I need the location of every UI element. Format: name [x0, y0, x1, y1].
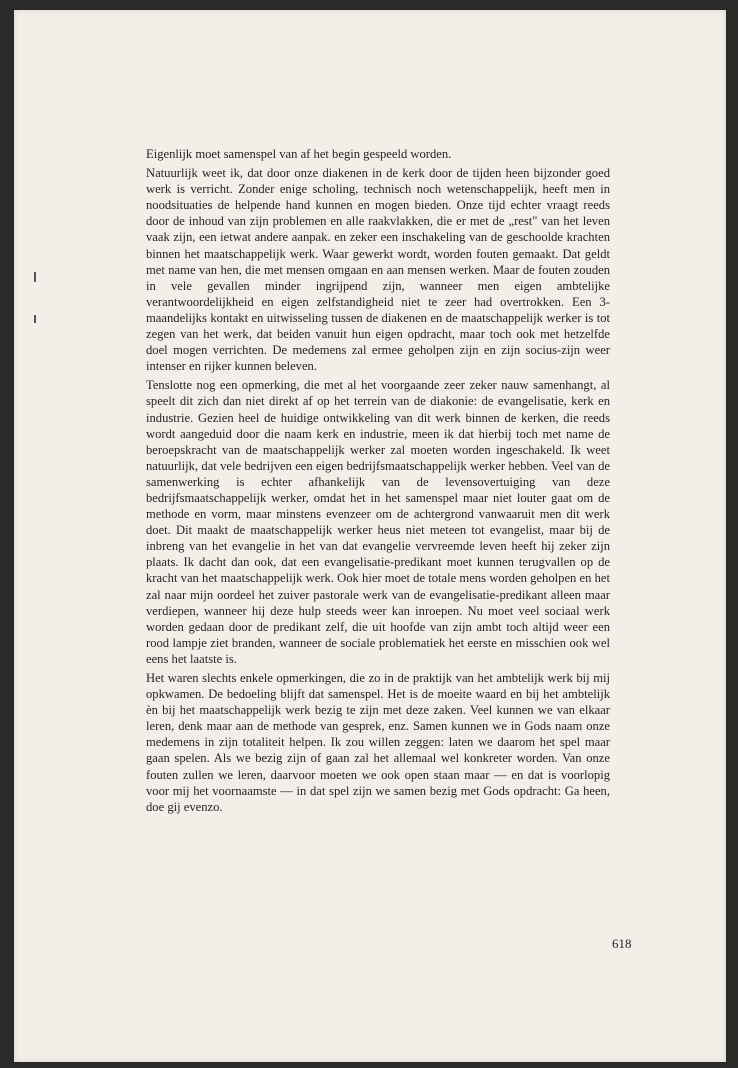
paragraph-1: Eigenlijk moet samenspel van af het begin gespeeld worden.	[146, 147, 452, 161]
paragraph-2: Natuurlijk weet ik, dat door onze diakenen in de kerk door de tijden heen bijzonder goed werk is verricht. Zonder enige scholing, technisch noch wetenschappelijk, heeft men in noodsituaties de helpende hand kunnen en mogen bieden. Onze tijd echter vraagt reeds door de inhoud van zijn problemen en alle raakvlakken, die er met de „rest" van het leven vaak zijn, een ietwat andere aanpak. en zeker een inschakeling van de geschoolde krachten binnen het maatschappelijk werk. Waar gewerkt wordt, worden fouten gemaakt. Dat geldt met name van hen, die met mensen omgaan en aan mensen werken. Maar de fouten zouden in vele gevallen minder ingrijpend zijn, wanneer men eigen ambtelijke verantwoordelijkheid en eigen zelfstandigheid niet te zeer had overtrokken. Een 3-maandelijks kontakt en uitwisseling tussen de diakenen en de maatschappelijk werker is tot zegen van het werk, dat beiden vanuit hun eigen opdracht, maar toch ook met hetzelfde doel mogen verrichten. De medemens zal ermee geholpen zijn en zijn socius-zijn weer intenser en rijker kunnen beleven.	[146, 166, 610, 374]
edge-mark-bottom	[34, 315, 36, 323]
edge-mark-top	[34, 272, 36, 282]
paragraph-4: Het waren slechts enkele opmerkingen, die zo in de praktijk van het ambtelijk werk bij mij opkwamen. De bedoeling blijft dat samenspel. Het is de moeite waard en bij het ambtelijk èn bij het maatschappelijk werk bezig te zijn met deze zaken. Veel kunnen we van elkaar leren, denk maar aan de methode van gesprek, enz. Samen kunnen we in Gods naam onze medemens in zijn totaliteit helpen. Ik zou willen zeggen: laten we daarom het spel maar gaan spelen. Als we bezig zijn of gaan zal het allemaal wel konkreter worden. Van onze fouten zullen we leren, daarvoor moeten we ook open staan maar — en dat is voorlopig voor mij het voornaamste — in dat spel zijn we samen bezig met Gods opdracht: Ga heen, doe gij evenzo.	[146, 671, 610, 814]
paragraph-3: Tenslotte nog een opmerking, die met al het voorgaande zeer zeker nauw samenhangt, al speelt dit zich dan niet direkt af op het terrein van de diakonie: de evangelisatie, kerk en industrie. Gezien heel de huidige ontwikkeling van dit werk binnen de kerken, die reeds wordt aangeduid door die naam kerk en industrie, meen ik dat hierbij toch met name de beroepskracht van de maatschappelijk werker zal moeten worden ingeschakeld. Ik weet natuurlijk, dat vele bedrijven een eigen bedrijfsmaatschappelijk werker hebben. Veel van de samenwerking is echter afhankelijk van de levensovertuiging van deze bedrijfsmaatschappelijk werker, omdat het in het samenspel maar niet louter gaat om de methode en vorm, maar minstens evenzeer om de achtergrond vanwaaruit men dit werk doet. Dit maakt de maatschappelijk werker heus niet meteen tot evangelist, maar bij de inbreng van het evangelie in het van dat evangelie vervreemde leven heeft hij zeker zijn plaats. Ik dacht dan ook, dat een evangelisatie-predikant moet kunnen terugvallen op de kracht van het maatschappelijk werk. Ook hier moet de totale mens worden geholpen en het zal naar mijn oordeel het zuiver pastorale werk van de evangelisatie-predikant alleen maar verdiepen, wanneer hij deze hulp steeds weer kan inroepen. Nu moet veel sociaal werk worden gedaan door de predikant zelf, die uit hoofde van zijn ambt toch altijd weer een rood lampje ziet branden, wanneer de sociale problematiek het eerste en misschien ook wel eens het laatste is.	[146, 378, 610, 666]
document-page	[14, 10, 726, 1062]
page-number: 618	[612, 936, 632, 951]
body-text	[146, 146, 610, 818]
